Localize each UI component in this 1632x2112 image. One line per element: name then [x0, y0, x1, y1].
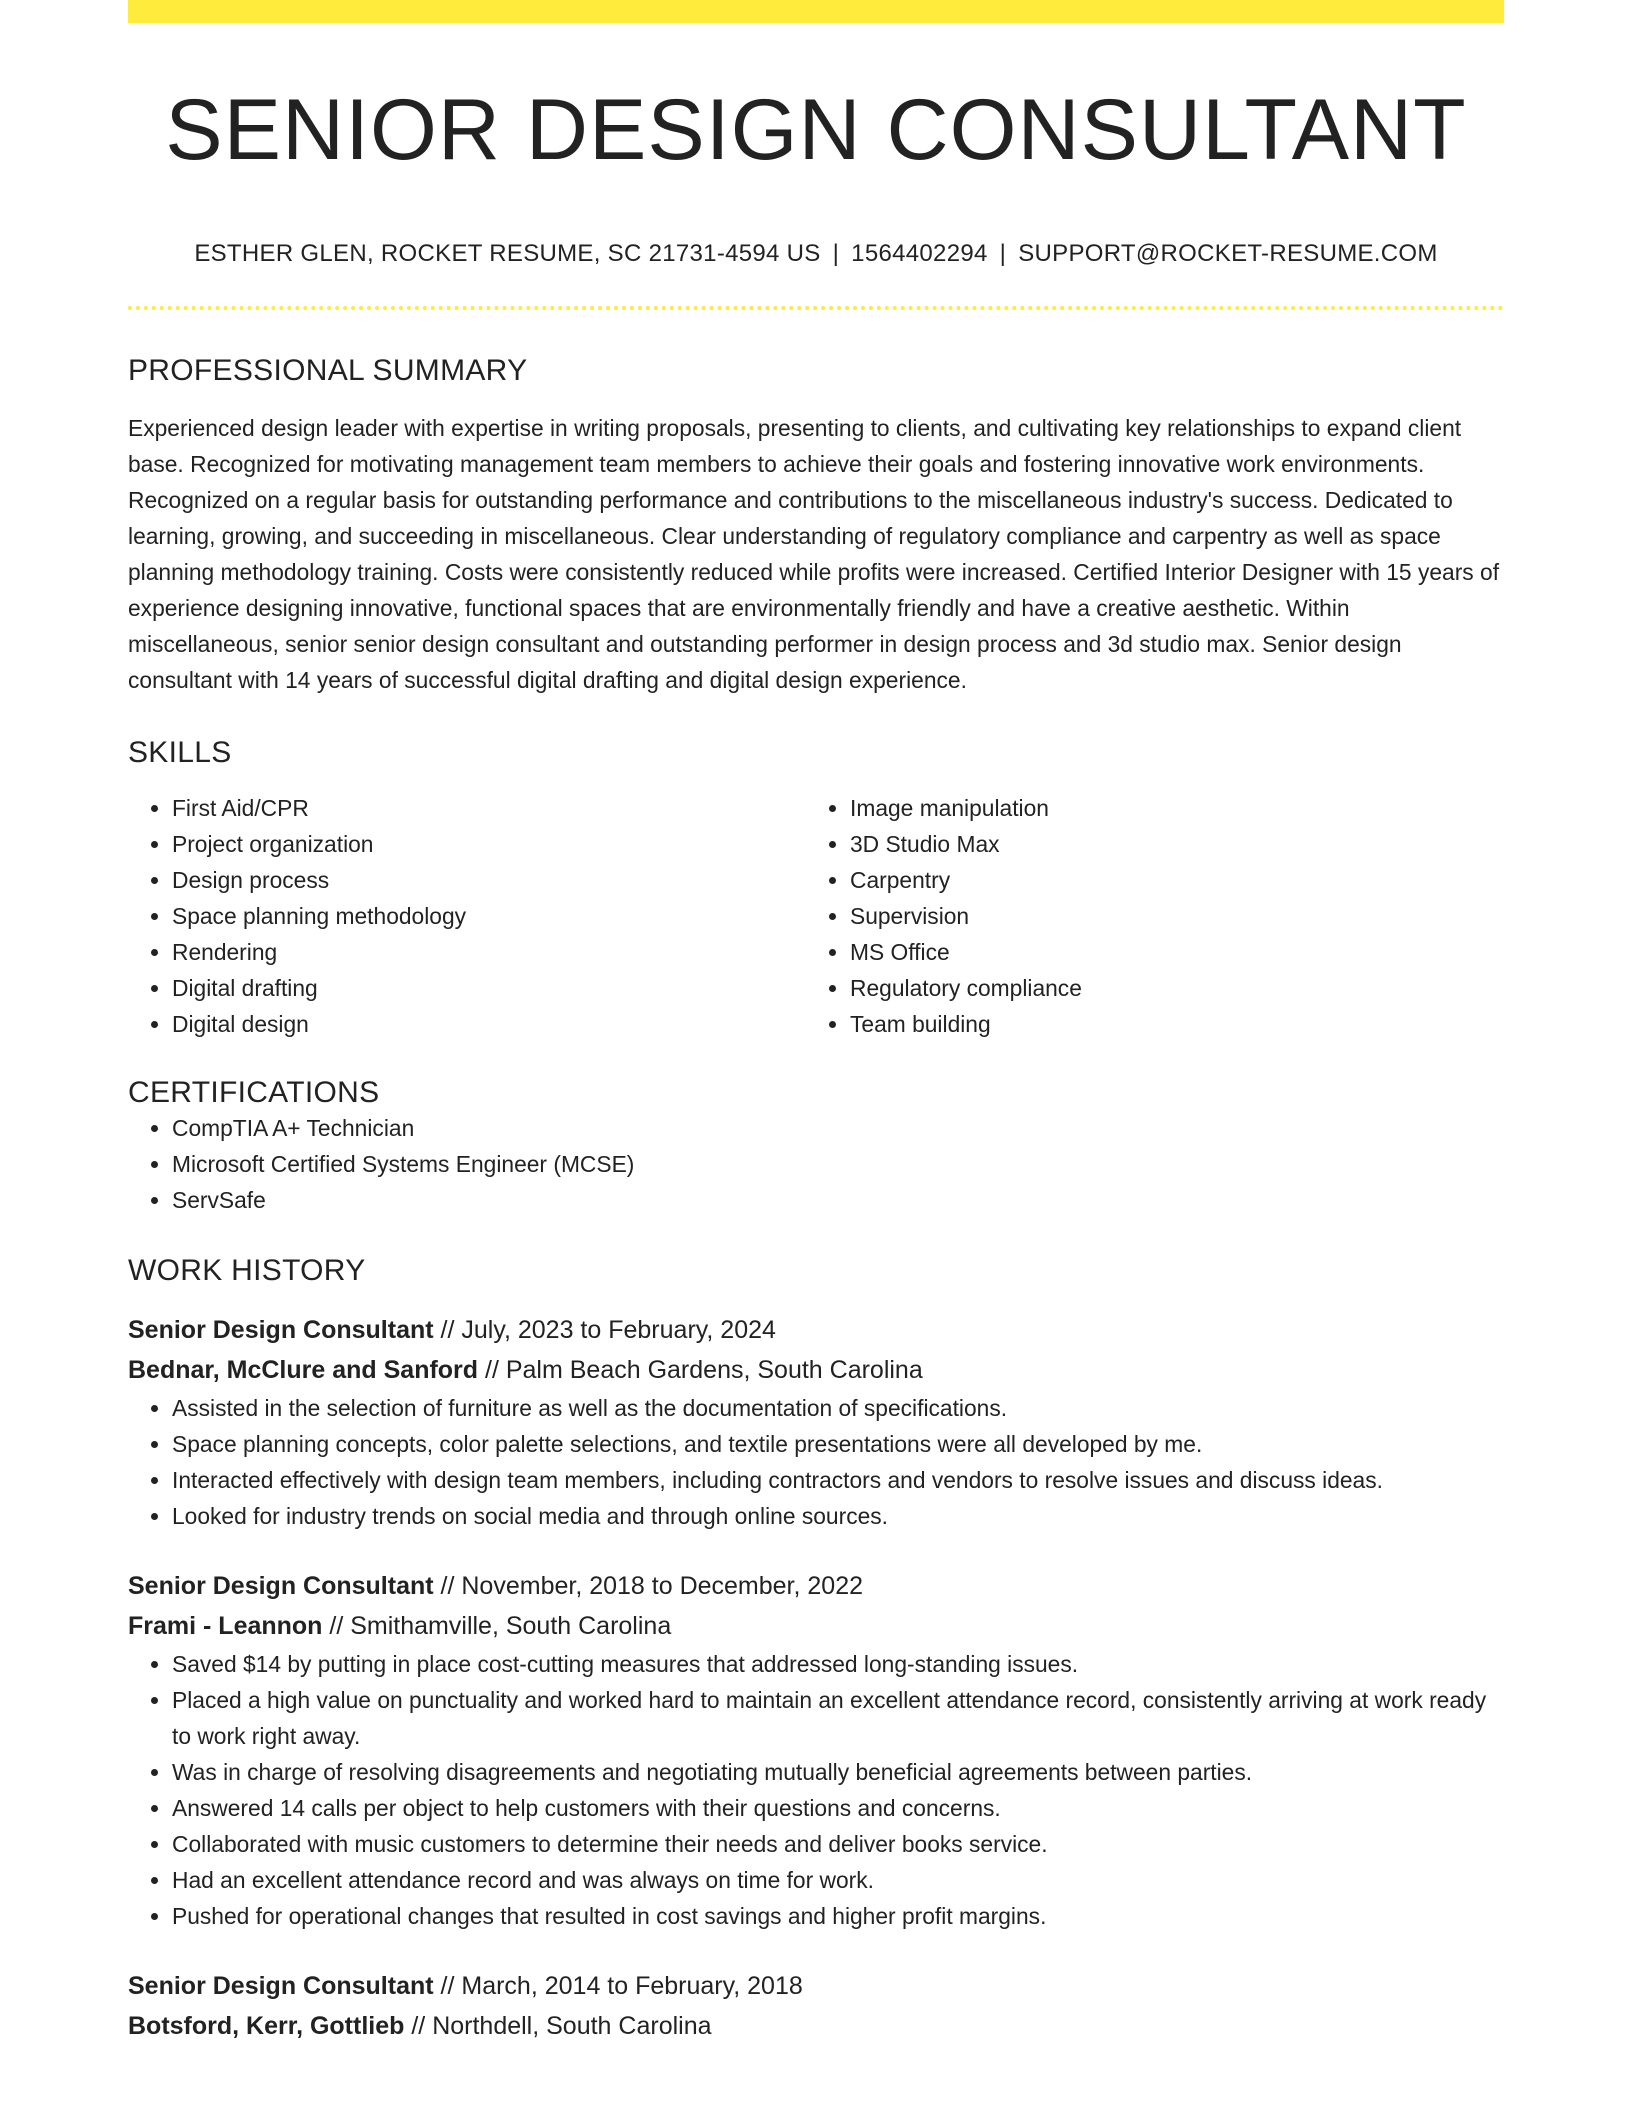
job-role: Senior Design Consultant: [128, 1971, 434, 2000]
contact-line: [128, 240, 1504, 268]
skill-item: • Project organization: [172, 826, 806, 862]
skills-right-list: [806, 790, 1484, 1042]
skills-grid: [128, 790, 1504, 1042]
skill-item: • Rendering: [172, 934, 806, 970]
job-bullet: • Answered 14 calls per object to help customers with their questions and concerns.: [172, 1790, 1504, 1826]
skill-item: • Design process: [172, 862, 806, 898]
job-role-line: [128, 1966, 1504, 2006]
job-bullet: • Interacted effectively with design team members, including contractors and vendors to resolve issues and discuss ideas.: [172, 1462, 1504, 1498]
job-location: // Northdell, South Carolina: [404, 2011, 712, 2040]
contact-email: SUPPORT@ROCKET-RESUME.COM: [1018, 239, 1438, 267]
job-dates: // March, 2014 to February, 2018: [433, 1971, 803, 2000]
accent-bar: [128, 0, 1504, 23]
job-entry: [128, 1966, 1504, 2046]
skill-item: • Carpentry: [850, 862, 1484, 898]
certification-item: • CompTIA A+ Technician: [172, 1110, 1504, 1146]
job-bullets: [128, 1646, 1504, 1934]
job-entry: [128, 1566, 1504, 1934]
summary-heading: PROFESSIONAL SUMMARY: [128, 353, 528, 387]
job-location: // Palm Beach Gardens, South Carolina: [478, 1355, 923, 1384]
job-bullet: • Space planning concepts, color palette selections, and textile presentations were all developed by me.: [172, 1426, 1504, 1462]
job-bullet: • Collaborated with music customers to determine their needs and deliver books service.: [172, 1826, 1504, 1862]
work-history-heading: WORK HISTORY: [128, 1253, 366, 1287]
job-bullet: • Placed a high value on punctuality and worked hard to maintain an excellent attendance record, consistently arriving at work ready to work right away.: [172, 1682, 1504, 1754]
job-bullet: • Pushed for operational changes that resulted in cost savings and higher profit margins.: [172, 1898, 1504, 1934]
contact-address: ESTHER GLEN, ROCKET RESUME, SC 21731-4594 US: [194, 239, 821, 267]
certification-item: • ServSafe: [172, 1182, 1504, 1218]
skill-item: • Digital drafting: [172, 970, 806, 1006]
job-role: Senior Design Consultant: [128, 1571, 434, 1600]
job-role-line: [128, 1566, 1504, 1606]
resume-page: [128, 0, 1504, 2046]
job-bullet: • Was in charge of resolving disagreements and negotiating mutually beneficial agreements between parties.: [172, 1754, 1504, 1790]
job-entry: [128, 1310, 1504, 1534]
summary-text: Experienced design leader with expertise in writing proposals, presenting to clients, and cultivating key relationships to expand client base. Recognized for motivating management team members to achieve their goals and fostering innovative work environments. Recognized on a regular basis for outstanding performance and contributions to the miscellaneous industry's success. Dedicated to learning, growing, and succeeding in miscellaneous. Clear understanding of regulatory compliance and carpentry as well as space planning methodology training. Costs were consistently reduced while profits were increased. Certified Interior Designer with 15 years of experience designing innovative, functional spaces that are environmentally friendly and have a creative aesthetic. Within miscellaneous, senior senior design consultant and outstanding performer in design process and 3d studio max. Senior design consultant with 14 years of successful digital drafting and digital design experience.: [128, 414, 1500, 693]
contact-phone: 1564402294: [851, 239, 988, 267]
job-bullet: • Assisted in the selection of furniture as well as the documentation of specifications.: [172, 1390, 1504, 1426]
job-company-line: [128, 2006, 1504, 2046]
job-bullets: [128, 1390, 1504, 1534]
job-company-line: [128, 1606, 1504, 1646]
job-bullet: • Looked for industry trends on social media and through online sources.: [172, 1498, 1504, 1534]
skills-heading: SKILLS: [128, 735, 232, 769]
header-divider: [128, 306, 1504, 310]
contact-separator: |: [999, 239, 1007, 267]
skill-item: • Regulatory compliance: [850, 970, 1484, 1006]
job-role-line: [128, 1310, 1504, 1350]
skill-item: • Space planning methodology: [172, 898, 806, 934]
skill-item: • 3D Studio Max: [850, 826, 1484, 862]
skill-item: • Supervision: [850, 898, 1484, 934]
resume-title: SENIOR DESIGN CONSULTANT: [165, 82, 1467, 178]
skill-item: • First Aid/CPR: [172, 790, 806, 826]
contact-separator: |: [832, 239, 840, 267]
certifications-list: [128, 1110, 1504, 1218]
job-dates: // November, 2018 to December, 2022: [433, 1571, 864, 1600]
skills-left-list: [128, 790, 806, 1042]
job-bullet: • Had an excellent attendance record and was always on time for work.: [172, 1862, 1504, 1898]
job-role: Senior Design Consultant: [128, 1315, 434, 1344]
job-bullet: • Saved $14 by putting in place cost-cutting measures that addressed long-standing issues.: [172, 1646, 1504, 1682]
skill-item: • Image manipulation: [850, 790, 1484, 826]
job-company: Frami - Leannon: [128, 1611, 323, 1640]
skill-item: • Team building: [850, 1006, 1484, 1042]
skill-item: • Digital design: [172, 1006, 806, 1042]
job-company: Botsford, Kerr, Gottlieb: [128, 2011, 405, 2040]
certification-item: • Microsoft Certified Systems Engineer (MCSE): [172, 1146, 1504, 1182]
job-company-line: [128, 1350, 1504, 1390]
job-company: Bednar, McClure and Sanford: [128, 1355, 479, 1384]
job-dates: // July, 2023 to February, 2024: [433, 1315, 776, 1344]
job-location: // Smithamville, South Carolina: [322, 1611, 672, 1640]
certifications-heading: CERTIFICATIONS: [128, 1075, 380, 1109]
skill-item: • MS Office: [850, 934, 1484, 970]
